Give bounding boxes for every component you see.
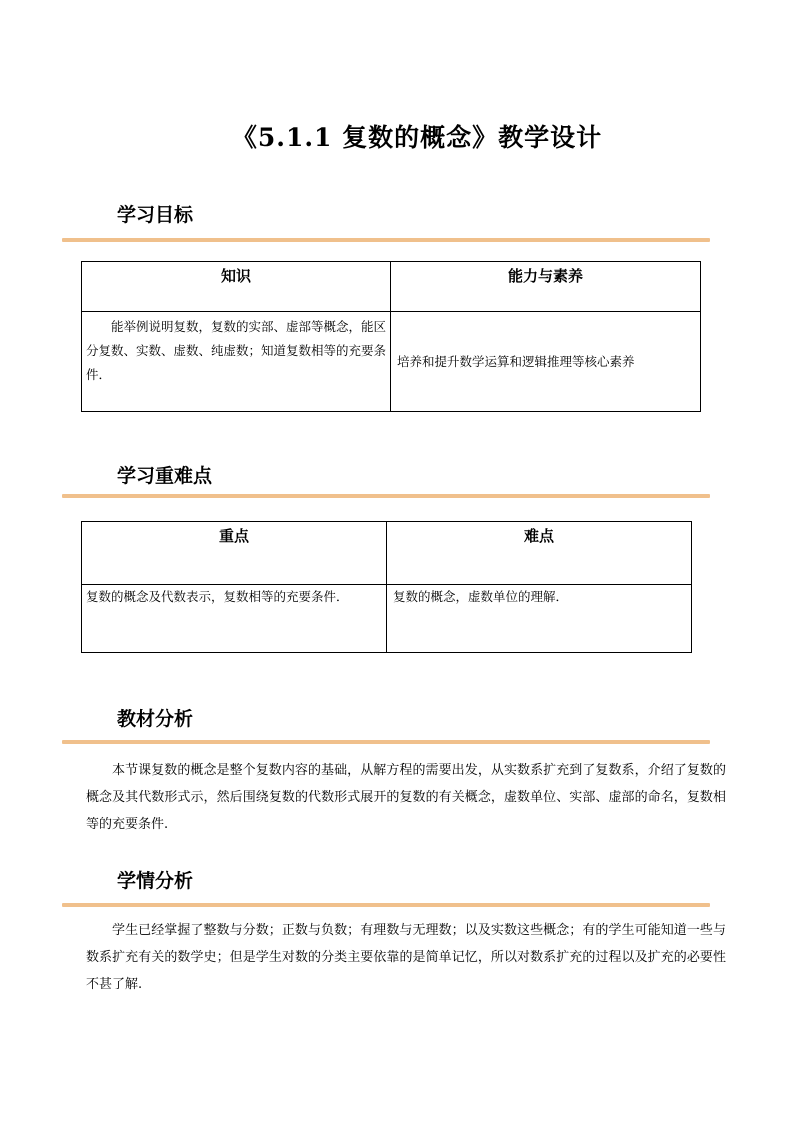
key-points-cell-focus <box>82 585 387 653</box>
objectives-header-ability-text: 能力与素养 <box>507 267 583 285</box>
section-rule-students <box>62 903 710 907</box>
section-heading-objectives: 学习目标 <box>117 204 194 226</box>
section-rule-textbook <box>62 740 710 744</box>
objectives-table <box>81 261 701 412</box>
objectives-knowledge-text: 能举例说明复数，复数的实部、虚部等概念，能区分复数、实数、虚数、纯虚数；知道复数相等的充要条件． <box>86 319 387 382</box>
objectives-header-ability <box>391 262 701 312</box>
objectives-header-knowledge <box>82 262 391 312</box>
section-rule-key-points <box>62 494 710 498</box>
key-points-header-difficulty-text: 难点 <box>523 527 554 545</box>
document-title: 《5.1.1 复数的概念》教学设计 <box>231 123 603 152</box>
section-rule-objectives <box>62 238 710 242</box>
objectives-ability-text: 培养和提升数学运算和逻辑推理等核心素养 <box>397 353 635 369</box>
key-points-header-focus <box>82 522 387 585</box>
objectives-cell-knowledge <box>82 312 391 412</box>
section-heading-textbook: 教材分析 <box>117 708 194 730</box>
student-analysis-paragraph: 学生已经掌握了整数与分数；正数与负数；有理数与无理数；以及实数这些概念；有的学生可能知道一些与数系扩充有关的数学史；但是学生对数的分类主要依靠的是简单记忆，所以对数系扩充的过程以及扩充的必要性不甚了解. <box>86 923 726 992</box>
section-heading-students: 学情分析 <box>117 870 194 892</box>
key-points-table <box>81 521 692 653</box>
objectives-cell-ability <box>391 312 701 412</box>
objectives-header-knowledge-text: 知识 <box>220 267 251 285</box>
key-points-header-difficulty <box>387 522 692 585</box>
key-points-focus-text: 复数的概念及代数表示，复数相等的充要条件． <box>86 589 349 604</box>
section-heading-key-points: 学习重难点 <box>117 465 213 487</box>
textbook-analysis-paragraph: 本节课复数的概念是整个复数内容的基础，从解方程的需要出发，从实数系扩充到了复数系，介绍了复数的概念及其代数形式示，然后围绕复数的代数形式展开的复数的有关概念，虚数单位、实部、虚部的命名，复数相等的充要条件. <box>86 763 726 832</box>
key-points-difficulty-text: 复数的概念，虚数单位的理解． <box>393 589 569 604</box>
key-points-header-focus-text: 重点 <box>218 527 249 545</box>
key-points-cell-difficulty <box>387 585 692 653</box>
